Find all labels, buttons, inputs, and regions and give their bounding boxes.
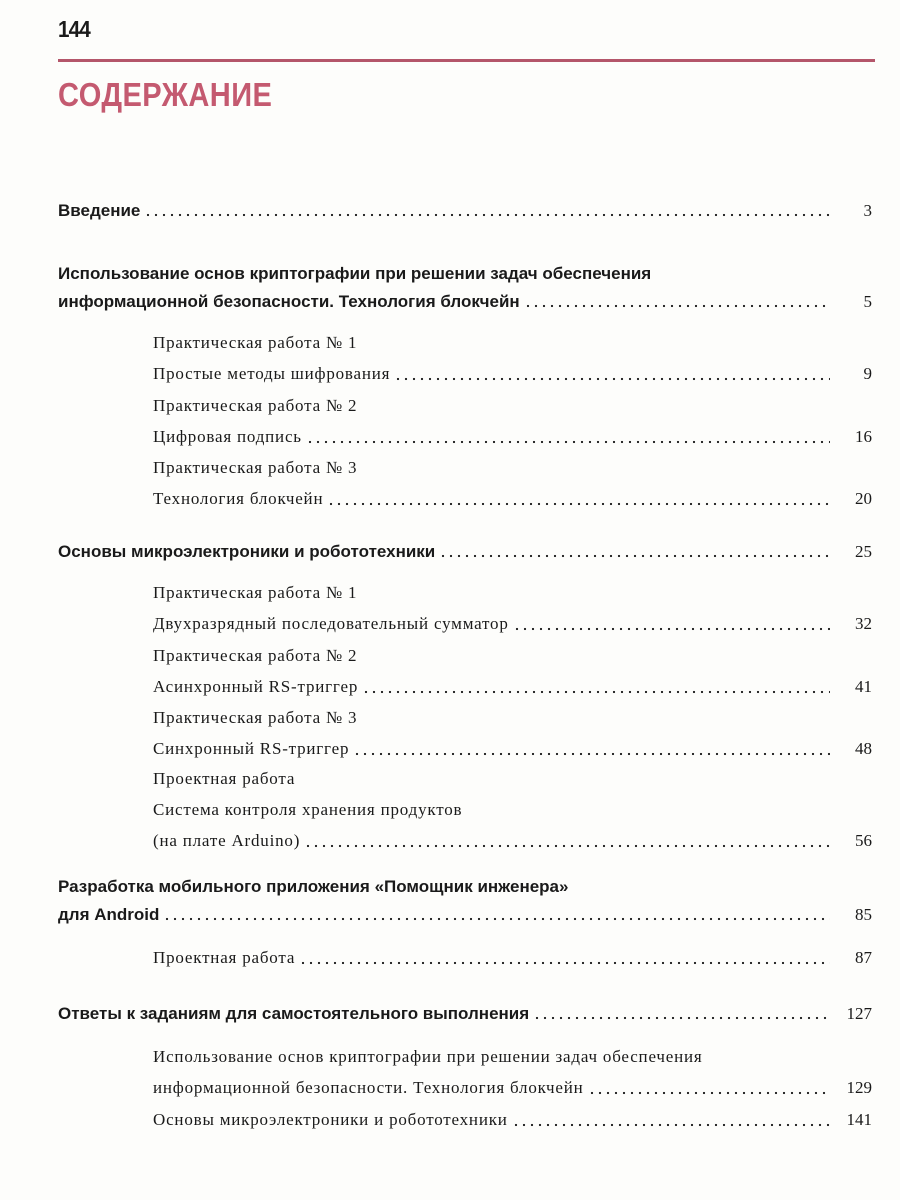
toc-entry bbox=[58, 1000, 872, 1028]
dot-leader bbox=[533, 1016, 830, 1020]
toc-entry bbox=[153, 390, 872, 452]
toc-entry-text: (на плате Arduino) bbox=[153, 831, 301, 850]
dot-leader bbox=[524, 304, 830, 308]
dot-leader bbox=[588, 1091, 830, 1095]
toc-page-number: 9 bbox=[863, 364, 872, 383]
toc-entry-text: Разработка мобильного приложения «Помощник инженера» bbox=[58, 877, 569, 896]
page-title: СОДЕРЖАНИЕ bbox=[58, 76, 273, 113]
toc-entry bbox=[153, 577, 872, 639]
toc-entry bbox=[58, 538, 872, 566]
dot-leader bbox=[163, 917, 830, 921]
dot-leader bbox=[306, 440, 830, 444]
dot-leader bbox=[439, 554, 830, 558]
page-number: 144 bbox=[58, 16, 90, 42]
toc-entry-text: Практическая работа № 2 bbox=[153, 396, 358, 415]
toc-entry-text: Практическая работа № 1 bbox=[153, 583, 358, 602]
toc-entry-text: Проектная работа bbox=[153, 769, 296, 788]
toc-page-number: 56 bbox=[855, 831, 872, 850]
toc-entry-text: Основы микроэлектроники и робототехники bbox=[58, 542, 436, 561]
dot-leader bbox=[394, 377, 830, 381]
toc-entry bbox=[153, 452, 872, 514]
toc-page-number: 3 bbox=[863, 201, 872, 220]
dot-leader bbox=[362, 690, 830, 694]
toc-entry-text: Введение bbox=[58, 201, 141, 220]
dot-leader bbox=[299, 961, 830, 965]
toc-page-number: 48 bbox=[855, 739, 872, 758]
toc-entry-text: информационной безопасности. Технология блокчейн bbox=[153, 1078, 584, 1097]
toc-page-number: 127 bbox=[846, 1004, 872, 1023]
toc-entry bbox=[58, 197, 872, 225]
toc-entry-text: Простые методы шифрования bbox=[153, 364, 391, 383]
toc-entry-text: Ответы к заданиям для самостоятельного выполнения bbox=[58, 1004, 530, 1023]
toc-entry-text: Практическая работа № 1 bbox=[153, 333, 358, 352]
toc-entry bbox=[153, 327, 872, 389]
toc-entry-text: Практическая работа № 2 bbox=[153, 646, 358, 665]
toc-page-number: 25 bbox=[855, 542, 872, 561]
toc-page-number: 85 bbox=[855, 905, 872, 924]
dot-leader bbox=[512, 1123, 830, 1127]
toc-page-number: 16 bbox=[855, 427, 872, 446]
toc-entry-text: Проектная работа bbox=[153, 948, 296, 967]
toc-page-number: 41 bbox=[855, 677, 872, 696]
header-rule bbox=[58, 59, 875, 62]
toc-entry bbox=[153, 763, 872, 856]
toc-page-number: 129 bbox=[846, 1078, 872, 1097]
dot-leader bbox=[144, 213, 830, 217]
toc-entry-text: Основы микроэлектроники и робототехники bbox=[153, 1110, 508, 1129]
dot-leader bbox=[304, 844, 830, 848]
toc-entry-text: Система контроля хранения продуктов bbox=[153, 800, 463, 819]
toc-page-number: 32 bbox=[855, 614, 872, 633]
toc-entry-text: Цифровая подпись bbox=[153, 427, 302, 446]
dot-leader bbox=[327, 502, 830, 506]
toc-entry-text: Практическая работа № 3 bbox=[153, 458, 358, 477]
toc-entry bbox=[153, 1041, 872, 1103]
toc-entry-text: Использование основ криптографии при решении задач обеспечения bbox=[58, 264, 652, 283]
toc-entry bbox=[58, 873, 872, 929]
toc-entry-text: Асинхронный RS-триггер bbox=[153, 677, 359, 696]
toc-entry-text: Синхронный RS-триггер bbox=[153, 739, 350, 758]
toc-entry-text: Практическая работа № 3 bbox=[153, 708, 358, 727]
toc-entry-text: Использование основ криптографии при решении задач обеспечения bbox=[153, 1047, 703, 1066]
dot-leader bbox=[353, 752, 830, 756]
toc-entry bbox=[153, 1104, 872, 1135]
toc-entry-text: Двухразрядный последовательный сумматор bbox=[153, 614, 509, 633]
toc-page-number: 87 bbox=[855, 948, 872, 967]
toc-page-number: 141 bbox=[846, 1110, 872, 1129]
toc-page-number: 5 bbox=[863, 292, 872, 311]
toc-entry bbox=[153, 942, 872, 973]
toc-entry-text: Технология блокчейн bbox=[153, 489, 324, 508]
toc-entry-text: информационной безопасности. Технология блокчейн bbox=[58, 292, 520, 311]
toc-entry-text: для Android bbox=[58, 905, 160, 924]
toc-page-number: 20 bbox=[855, 489, 872, 508]
dot-leader bbox=[513, 627, 830, 631]
toc-entry bbox=[153, 702, 872, 764]
toc-entry bbox=[153, 640, 872, 702]
toc-entry bbox=[58, 260, 872, 316]
